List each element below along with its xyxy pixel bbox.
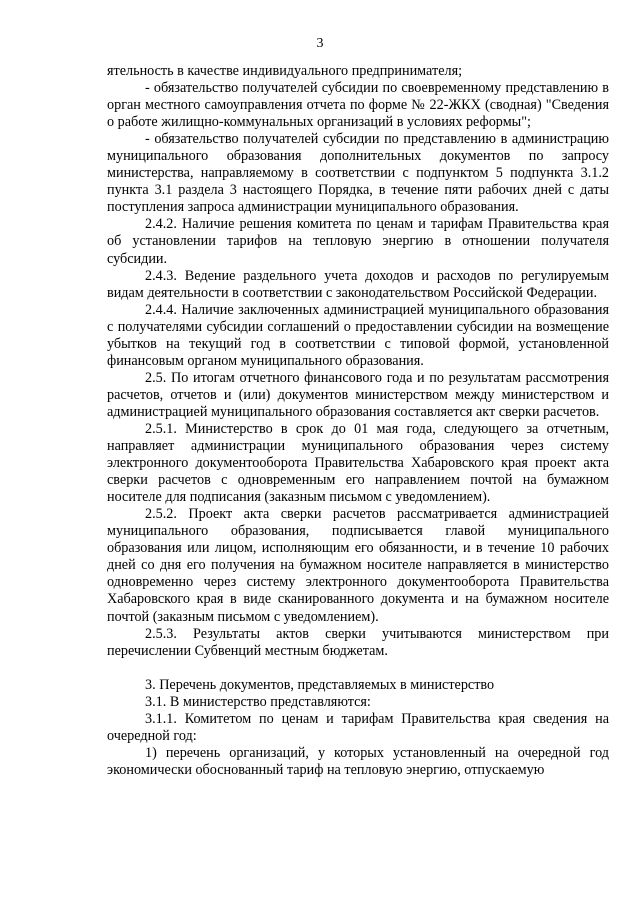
paragraph-3-1: 3.1. В министерство представляются:: [145, 693, 371, 710]
section-spacer: [107, 660, 609, 677]
list-item-1: 1) перечень организаций, у которых установленный на очередной год экономически обоснованный тариф на тепловую энергию, отпускаемую: [107, 744, 609, 778]
paragraph-2-5: 2.5. По итогам отчетного финансового года и по результатам рассмотрения расчетов, отчетов и (или) документов министерством между министерством и администрацией муниципального образования составляется акт сверки расчетов.: [107, 369, 609, 420]
page-number: 3: [316, 36, 324, 51]
document-body: [107, 63, 609, 779]
paragraph-continuation: ятельность в качестве индивидуального предпринимателя;: [107, 63, 463, 79]
paragraph-obligation-documents: - обязательство получателей субсидии по представлению в администрацию муниципального образования дополнительных документов по запросу министерства, направляемому в соответствии с подпунктом 5 подпункта 3.1.2 пункта 3.1 раздела 3 настоящего Порядка, в течение пяти рабочих дней с даты поступления запроса администрации муниципального образования.: [107, 131, 609, 216]
paragraph-2-4-4: 2.4.4. Наличие заключенных администрацией муниципального образования с получателями субсидии соглашений о предоставлении субсидии на возмещение убытков на текущий год в соответствии с типовой формой, установленной финансовым органом муниципального образования.: [107, 301, 609, 369]
paragraph-obligation-report: - обязательство получателей субсидии по своевременному представлению в орган местного самоуправления отчета по форме № 22-ЖКХ (сводная) "Сведения о работе жилищно-коммунальных организаций в условиях реформы";: [107, 80, 609, 131]
paragraph-2-5-3: 2.5.3. Результаты актов сверки учитываются министерством при перечислении Субвенций местным бюджетам.: [107, 625, 609, 659]
paragraph-3-1-1: 3.1.1. Комитетом по ценам и тарифам Правительства края сведения на очередной год:: [107, 710, 609, 744]
paragraph-2-5-1: 2.5.1. Министерство в срок до 01 мая года, следующего за отчетным, направляет администрации муниципального образования через систему электронного документооборота Правительства Хабаровского края проект акта сверки расчетов с одновременным его направлением почтой на бумажном носителе для подписания (заказным письмом с уведомлением).: [107, 420, 609, 506]
section-3-heading: 3. Перечень документов, представляемых в министерство: [145, 676, 495, 693]
paragraph-2-4-3: 2.4.3. Ведение раздельного учета доходов и расходов по регулируемым видам деятельности в соответствии с законодательством Российской Федерации.: [107, 267, 609, 301]
paragraph-2-4-2: 2.4.2. Наличие решения комитета по ценам и тарифам Правительства края об установлении тарифов на тепловую энергию в отношении получателя субсидии.: [107, 216, 609, 267]
paragraph-2-5-2: 2.5.2. Проект акта сверки расчетов рассматривается администрацией муниципального образования, подписывается главой муниципального образования или лицом, исполняющим его обязанности, и в течение 10 рабочих дней со дня его получения на бумажном носителе направляется в министерство одновременно через систему электронного документооборота Правительства Хабаровского края в виде сканированного документа и на бумажном носителе почтой (заказным письмом с уведомлением).: [107, 506, 609, 625]
